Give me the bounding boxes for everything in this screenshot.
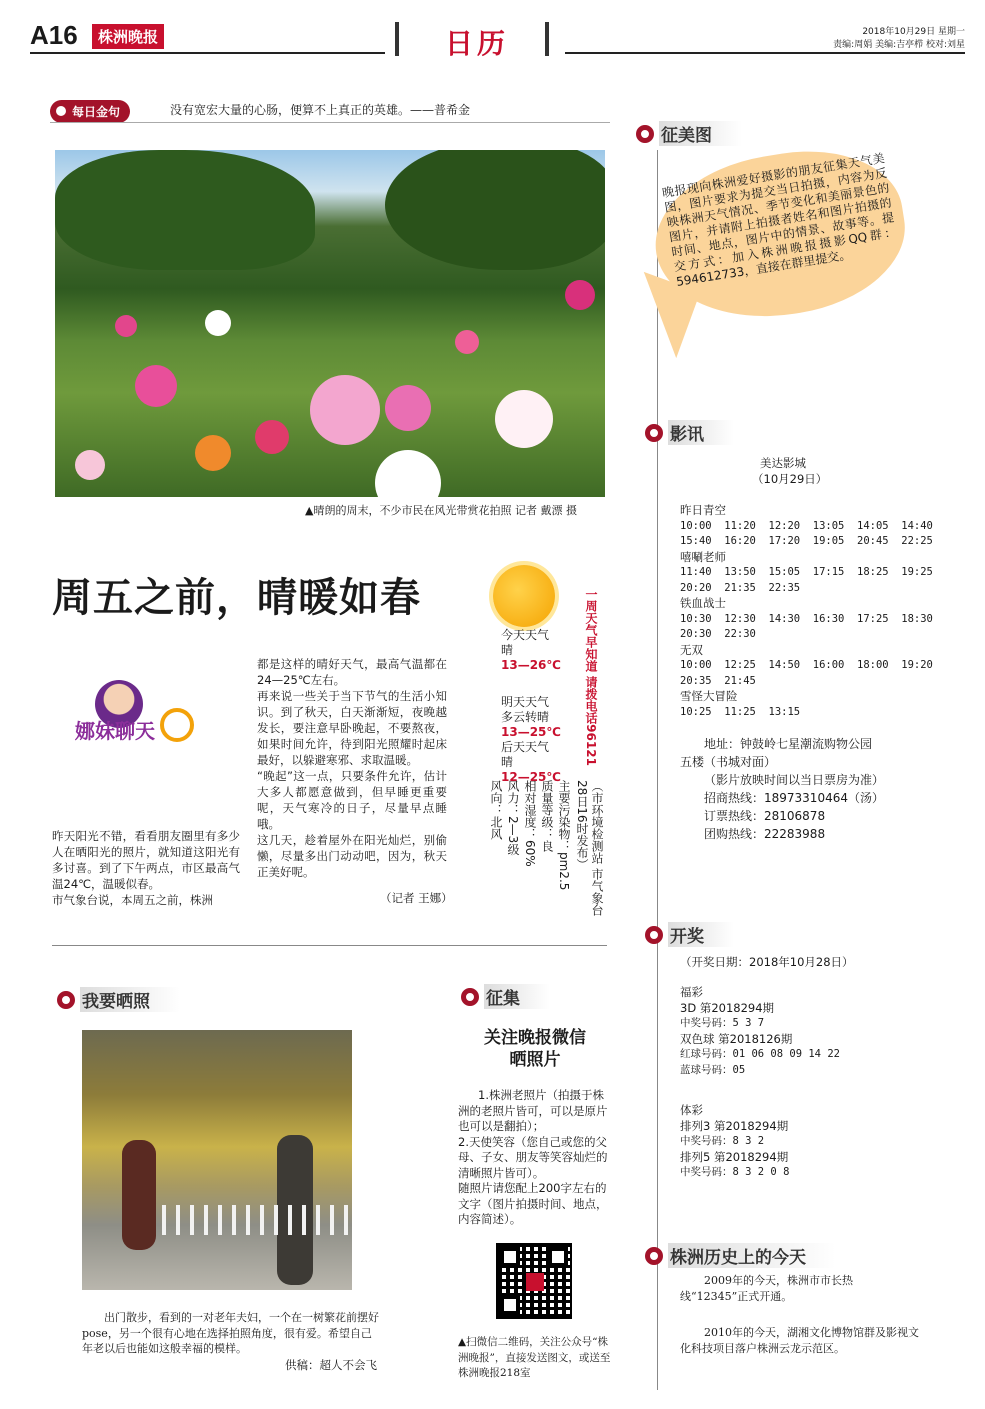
photo-caption: ▲晴朗的周末，不少市民在风光带赏花拍照 记者 戴漂 摄 xyxy=(305,504,577,517)
qr-finder xyxy=(500,1247,520,1267)
weather-hotline: 一周天气早知道 请拨电话96121 xyxy=(584,588,598,766)
photo-flower xyxy=(195,435,231,471)
cinema-note: （影片放映时间以当日票房为准） xyxy=(704,773,885,787)
movie-listing xyxy=(680,503,933,720)
tomorrow-temp: 13—25℃ xyxy=(501,725,561,739)
hotline-group: 团购热线：22283988 xyxy=(704,827,826,841)
tc-p5-issue: 排列5 第2018294期 xyxy=(680,1149,789,1164)
tag-bullet-icon xyxy=(57,991,75,1009)
photo-person xyxy=(122,1140,156,1250)
masthead-logo: 株洲晚报 xyxy=(92,24,164,49)
after-temp: 12—25℃ xyxy=(501,770,561,784)
fc-red-balls: 红球号码：01 06 08 09 14 22 xyxy=(680,1048,840,1060)
zhengji-title-line2: 晒照片 xyxy=(509,1050,561,1070)
shaizhao-text: 出门散步，看到的一对老年夫妇，一个在一树繁花前摆好pose，另一个很有心地在选择拍照角度，很有爱。希望自己年老以后也能如这般幸福的模样。 xyxy=(82,1311,379,1355)
movie-times: 10:00 11:20 12:20 13:05 14:05 14:40 15:40 16:20 17:20 19:05 20:45 22:25 xyxy=(680,519,933,547)
photo-flower xyxy=(115,315,137,337)
tag-bullet-icon xyxy=(645,1247,663,1265)
couple-photo xyxy=(82,1030,352,1290)
air-quality-item: 质量等级：良 xyxy=(540,780,554,852)
hotline-tickets: 订票热线：28106878 xyxy=(704,809,826,823)
tag-bullet-icon xyxy=(645,424,663,442)
photo-flower xyxy=(565,280,595,310)
qr-finder xyxy=(548,1247,568,1267)
tomorrow-label: 明天天气 xyxy=(501,695,550,709)
dateline xyxy=(833,26,965,52)
fc-3d-number: 中奖号码：5 3 7 xyxy=(680,1017,765,1029)
movie-times: 11:40 13:50 15:05 17:15 18:25 19:25 20:20 21:35 22:35 xyxy=(680,566,933,594)
cinema-address: 地址：钟鼓岭七星潮流购物公园五楼（书城对面） xyxy=(680,737,873,769)
movie-title: 无双 xyxy=(680,642,703,657)
movies-tag-label: 影讯 xyxy=(668,420,734,445)
air-quality-item: 风向：北风 xyxy=(489,780,503,840)
history-tag-label: 株洲历史上的今天 xyxy=(668,1243,836,1268)
movie-times: 10:00 12:25 14:50 16:00 18:00 19:20 20:35 21:45 xyxy=(680,659,933,687)
fucai-label: 福彩 xyxy=(680,985,703,999)
tc-p3-issue: 排列3 第2018294期 xyxy=(680,1118,789,1133)
hotline-business: 招商热线：18973310464（汤） xyxy=(704,791,884,805)
qr-finder xyxy=(500,1295,520,1315)
after-condition: 晴 xyxy=(501,755,514,769)
header-divider-left xyxy=(395,22,399,56)
photo-flower xyxy=(255,420,289,454)
story-column-1: 昨天阳光不错，看看朋友圈里有多少人在晒阳光的照片，就知道这阳光有多讨喜。到了下午两点，市区最高气温24℃，温暖似春。 市气象台说，本周五之前，株洲 xyxy=(52,829,240,907)
page-number: A16 xyxy=(30,20,78,50)
photo-flower xyxy=(495,390,553,448)
photo-tree xyxy=(55,150,315,270)
qr-note: ▲扫微信二维码，关注公众号“株洲晚报”，直接发送图文，或送至株洲晚报218室 xyxy=(458,1336,611,1379)
daily-quote-tag xyxy=(50,100,130,123)
section-separator xyxy=(52,945,607,946)
cloud-divider xyxy=(501,673,576,695)
header-rule-right xyxy=(565,52,965,54)
qr-code[interactable] xyxy=(496,1243,572,1319)
shaizhao-tag xyxy=(57,987,180,1012)
ticai-label: 体彩 xyxy=(680,1103,703,1117)
tag-bullet-icon xyxy=(461,988,479,1006)
issue-date: 2018年10月29日 星期一 xyxy=(862,27,965,37)
photo-flower xyxy=(205,310,231,336)
main-headline: 周五之前，晴暖如春 xyxy=(52,575,421,621)
lottery-fucai xyxy=(680,985,840,1078)
movie-title: 雪怪大冒险 xyxy=(680,689,738,703)
after-label: 后天天气 xyxy=(501,740,550,754)
quote-rule xyxy=(50,122,610,123)
sun-logo-icon xyxy=(160,708,194,742)
air-quality-item: 主要污染物：pm2.5 xyxy=(557,780,571,891)
movie-times: 10:30 12:30 14:30 16:30 17:25 18:30 20:30 22:30 xyxy=(680,612,933,640)
cinema-date: （10月29日） xyxy=(752,472,828,486)
today-label: 今天天气 xyxy=(501,628,550,642)
sun-icon xyxy=(493,565,555,627)
zhengji-tag xyxy=(461,984,550,1009)
tomorrow-condition: 多云转晴 xyxy=(501,710,550,724)
fc-3d-issue: 3D 第2018294期 xyxy=(680,1000,775,1015)
zhengji-tag-label: 征集 xyxy=(484,984,550,1009)
fc-blue-ball: 蓝球号码：05 xyxy=(680,1063,746,1076)
history-entry-1: 2009年的今天，株洲市市长热线“12345”正式开通。 xyxy=(680,1274,853,1303)
history-entry-2: 2010年的今天，湖湘文化博物馆群及影视文化科技项目落户株洲云龙示范区。 xyxy=(680,1326,919,1355)
today-condition: 晴 xyxy=(501,643,514,657)
history-tag xyxy=(645,1243,836,1268)
section-title: 日历 xyxy=(445,27,510,60)
zhengji-body: 1.株洲老照片（拍摄于株洲的老照片皆可，可以是原片也可以是翻拍）； 2.天使笑容（您自己或您的父母、子女、朋友等笑容灿烂的清晰照片皆可）。 随照片请您配上200字左右的文字（图片拍摄时间、地点，内容简述）。 xyxy=(458,1088,608,1226)
shaizhao-tag-label: 我要晒照 xyxy=(80,987,180,1012)
air-quality-source: （市环境检测站 市气象台28日16时发布） xyxy=(575,780,604,916)
story-byline: （记者 王娜） xyxy=(380,891,453,905)
movie-title: 昨日青空 xyxy=(680,503,726,517)
movie-title: 铁血战士 xyxy=(680,596,726,610)
photo-flower xyxy=(75,450,105,480)
lottery-ticai xyxy=(680,1103,789,1181)
editor-credits: 责编:周娟 美编:吉亭栉 校对:刘星 xyxy=(833,40,965,50)
photo-flower xyxy=(375,450,441,497)
photo-flower xyxy=(385,385,431,431)
lottery-tag-label: 开奖 xyxy=(668,922,734,947)
cinema-name: 美达影城 xyxy=(760,456,806,470)
today-temp: 13—26℃ xyxy=(501,658,561,672)
cinema-info xyxy=(680,735,885,843)
forecast-box xyxy=(501,628,576,785)
photo-flower xyxy=(310,375,380,445)
zhengmeitu-text: 晚报现向株洲爱好摄影的朋友征集天气美图，图片要求为提交当日拍摄，内容为反映株洲天气情况、季节变化和美丽景色的图片，并请附上拍摄者姓名和图片拍摄的时间、地点，图片中的情景、故事等。提交方式：加入株洲晚报摄影QQ群：594612733，直接在群里提交。 xyxy=(661,151,898,289)
movie-title: 嘻唰老师 xyxy=(680,549,726,564)
header-rule-left xyxy=(30,52,385,54)
shaizhao-credit: 供稿：超人不会飞 xyxy=(285,1358,377,1372)
tag-bullet-icon xyxy=(636,125,654,143)
air-quality-item: 相对湿度：60% xyxy=(523,780,537,867)
column-logo: 娜妹聊天 xyxy=(75,719,155,743)
air-quality-item: 风力：2—3级 xyxy=(506,780,520,856)
daily-quote-tag-label: 每日金句 xyxy=(72,105,121,119)
zhengji-title-line1: 关注晚报微信 xyxy=(484,1028,586,1048)
tc-p3-number: 中奖号码：8 3 2 xyxy=(680,1135,765,1147)
flower-field-photo xyxy=(55,150,605,497)
photo-flower xyxy=(455,330,479,354)
movies-tag xyxy=(645,420,734,445)
lottery-date: （开奖日期：2018年10月28日） xyxy=(680,955,854,969)
lottery-tag xyxy=(645,922,734,947)
zhengji-title xyxy=(465,1027,605,1071)
tc-p5-number: 中奖号码：8 3 2 0 8 xyxy=(680,1166,790,1178)
daily-quote: 没有宽宏大量的心肠，便算不上真正的英雄。——普希金 xyxy=(170,103,471,117)
zhengmeitu-tag-label: 征美图 xyxy=(659,121,742,146)
story-column-2: 都是这样的晴好天气，最高气温都在24—25℃左右。 再来说一些关于当下节气的生活小知识。到了秋天，白天渐渐短，夜晚越发长，要注意早卧晚起，不要熬夜，如果时间允许，待到阳光照耀时起床最好，以躲避寒邪、求取温暖。 “晚起”这一点，只要条件允许，估计大多人都愿意做到，但早睡更重要呢，天气寒冷的日子，尽量早点睡哦。 这几天，趁着屋外在阳光灿烂，别偷懒，尽量多出门动动吧，因为，秋天正美好呢。 xyxy=(257,657,447,879)
photo-tree xyxy=(385,150,605,270)
photo-fence xyxy=(162,1205,352,1235)
air-quality-list xyxy=(488,780,571,890)
tag-bullet-icon xyxy=(645,926,663,944)
movie-times: 10:25 11:25 13:15 xyxy=(680,705,801,718)
photo-flower xyxy=(135,365,177,407)
qr-logo-icon xyxy=(526,1273,544,1291)
zhengmeitu-tag xyxy=(636,121,742,146)
fc-ssq-issue: 双色球 第2018126期 xyxy=(680,1031,793,1046)
header-divider-right xyxy=(545,22,549,56)
